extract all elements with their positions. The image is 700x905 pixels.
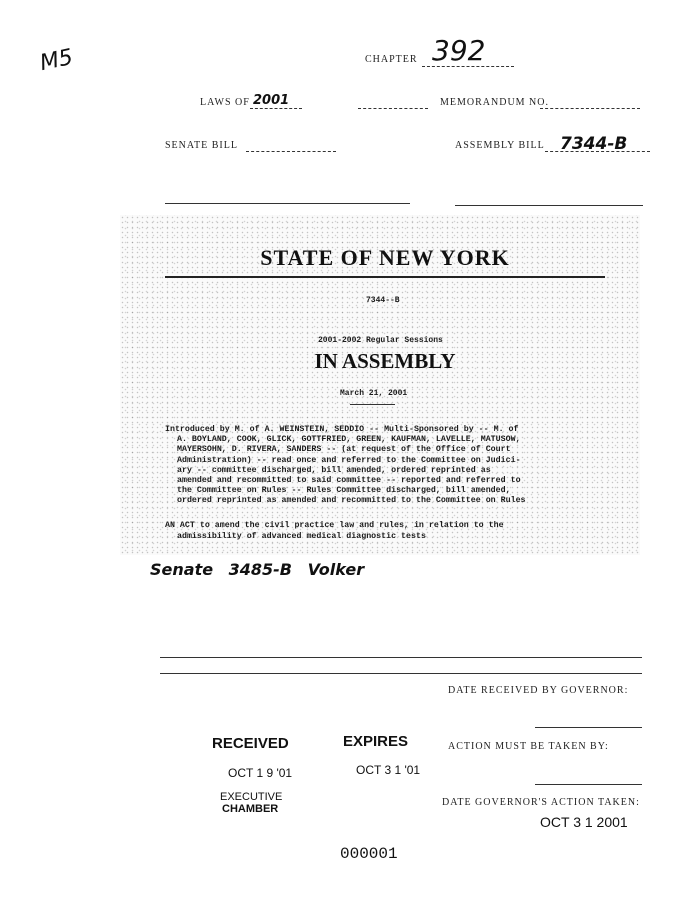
- introduced-line: Administration) -- read once and referred to the Committee on Judici-: [177, 455, 521, 465]
- expires-stamp-date: OCT 3 1 '01: [356, 763, 421, 777]
- introduced-line: the Committee on Rules -- Rules Committee discharged, bill amended,: [177, 486, 511, 496]
- date-received-line: [535, 727, 642, 728]
- assembly-bill-line: [545, 151, 650, 152]
- action-must-label: ACTION MUST BE TAKEN BY:: [448, 741, 609, 752]
- senate-bill-label: SENATE BILL: [165, 140, 238, 151]
- separator-left: [165, 203, 410, 204]
- margin-note: M5: [37, 44, 76, 77]
- action-must-line: [535, 784, 642, 785]
- introduced-line: amended and recommitted to said committee -- reported and referred to: [177, 476, 521, 486]
- bill-act-title: [165, 520, 610, 542]
- lower-rule-1: [160, 657, 642, 658]
- introduced-line: ary -- committee discharged, bill amended, ordered reprinted as: [177, 465, 491, 475]
- page-number: 000001: [340, 845, 398, 863]
- bill-house: IN ASSEMBLY: [314, 349, 456, 373]
- assembly-bill-value: 7344-B: [560, 134, 628, 154]
- action-taken-date: OCT 3 1 2001: [540, 814, 628, 830]
- expires-stamp-title: EXPIRES: [343, 733, 409, 750]
- assembly-bill-label: ASSEMBLY BILL: [455, 140, 545, 151]
- chapter-label: CHAPTER: [365, 54, 418, 65]
- act-line: admissibility of advanced medical diagnostic tests: [177, 532, 426, 541]
- senate-bill-line: [246, 151, 336, 152]
- lower-rule-2: [160, 673, 642, 674]
- bill-introduced: [165, 425, 610, 507]
- bill-date-rule: [350, 404, 395, 405]
- date-received-label: DATE RECEIVED BY GOVERNOR:: [448, 685, 629, 696]
- introduced-line: Introduced by M. of A. WEINSTEIN, SEDDIO -- Multi-Sponsored by -- M. of: [165, 425, 519, 434]
- chapter-value: 392: [432, 34, 486, 67]
- laws-of-line: [250, 108, 302, 109]
- laws-of-value: 2001: [253, 93, 290, 108]
- received-stamp-line1: EXECUTIVE: [220, 791, 283, 803]
- laws-of-line-2: [358, 108, 428, 109]
- memorandum-label: MEMORANDUM NO.: [440, 97, 550, 108]
- received-stamp-title: RECEIVED: [212, 735, 289, 752]
- separator-right: [455, 205, 643, 206]
- chapter-line: [422, 66, 514, 67]
- introduced-line: ordered reprinted as amended and recommitted to the Committee on Rules: [177, 496, 526, 506]
- introduced-line: MAYERSOHN, D. RIVERA, SANDERS -- (at request of the Office of Court: [177, 445, 511, 455]
- received-stamp-date: OCT 1 9 '01: [228, 766, 293, 780]
- senate-note: Senate 3485-B Volker: [150, 560, 365, 579]
- introduced-line: A. BOYLAND, COOK, GLICK, GOTTFRIED, GREEN, KAUFMAN, LAVELLE, MATUSOW,: [177, 435, 521, 445]
- bill-date: March 21, 2001: [340, 389, 408, 398]
- action-taken-label: DATE GOVERNOR'S ACTION TAKEN:: [442, 797, 640, 808]
- bill-state-title: STATE OF NEW YORK: [260, 245, 510, 270]
- memorandum-line: [540, 108, 640, 109]
- received-stamp-line2: CHAMBER: [222, 803, 279, 815]
- bill-number: 7344--B: [366, 296, 400, 305]
- bill-session: 2001-2002 Regular Sessions: [318, 336, 443, 345]
- act-line: AN ACT to amend the civil practice law and rules, in relation to the: [165, 521, 504, 530]
- laws-of-label: LAWS OF: [200, 97, 250, 108]
- bill-title-rule: [165, 276, 605, 278]
